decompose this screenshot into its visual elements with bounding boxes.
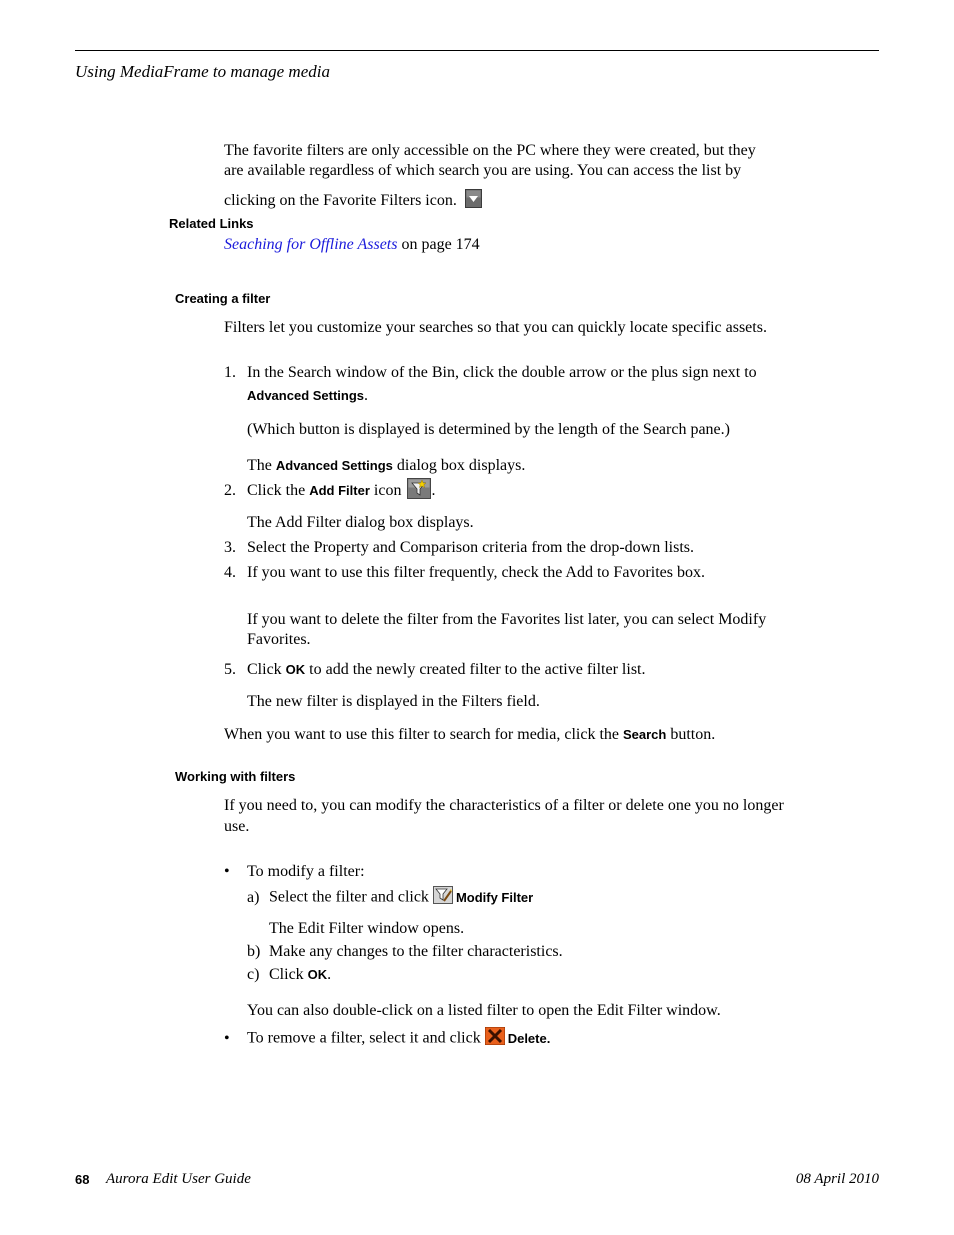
step-4-number: 4. <box>224 564 236 581</box>
running-header: Using MediaFrame to manage media <box>75 62 330 81</box>
advanced-settings-label-2: Advanced Settings <box>275 458 393 473</box>
working-filters-heading: Working with filters <box>175 769 296 784</box>
step-4-note-line-2: Favorites. <box>247 631 311 648</box>
step-1-result-post: dialog box displays. <box>392 457 526 474</box>
step-5-text <box>247 660 645 680</box>
step-2-result: The Add Filter dialog box displays. <box>247 514 474 531</box>
header-rule <box>75 50 879 51</box>
remove-pre: To remove a filter, select it and click <box>247 1029 485 1047</box>
creating-closing <box>224 725 715 745</box>
closing-pre: When you want to use this filter to search for media, click the <box>224 726 623 743</box>
step-2-number: 2. <box>224 482 236 499</box>
add-filter-icon <box>407 478 431 505</box>
step-1-period: . <box>364 387 369 404</box>
ok-label-2: OK <box>307 967 328 982</box>
modify-filter-bold: Modify Filter <box>455 889 534 905</box>
step-1-note: (Which button is displayed is determined by the length of the Search pane.) <box>247 421 730 438</box>
related-links-heading: Related Links <box>169 216 254 231</box>
working-intro-line-2: use. <box>224 818 250 835</box>
step-5-result: The new filter is displayed in the Filters field. <box>247 693 540 710</box>
substep-a-result: The Edit Filter window opens. <box>269 920 465 937</box>
modify-filter-icon <box>433 886 453 910</box>
creating-intro: Filters let you customize your searches so that you can quickly locate specific assets. <box>224 319 767 336</box>
offline-assets-link[interactable]: Seaching for Offline Assets <box>224 236 398 253</box>
bullet-modify: • <box>224 863 230 880</box>
step-2-post: icon <box>369 482 402 500</box>
substep-a-pre: Select the filter and click <box>269 888 433 906</box>
creating-filter-heading: Creating a filter <box>175 291 271 306</box>
delete-label: Delete. <box>507 1030 551 1046</box>
step-5-post: to add the newly created filter to the active filter list. <box>305 661 646 678</box>
search-label: Search <box>622 727 667 742</box>
step-1-result <box>247 456 525 476</box>
modify-filter-label: To modify a filter: <box>247 863 365 880</box>
step-3-number: 3. <box>224 539 236 556</box>
favorite-filters-icon <box>465 189 482 214</box>
substep-c-period: . <box>327 966 332 983</box>
intro-line-1: The favorite filters are only accessible on the PC where they were created, but they <box>224 142 756 159</box>
ok-label: OK <box>285 662 306 677</box>
substep-b-text: Make any changes to the filter characteristics. <box>269 943 563 960</box>
step-1-text: In the Search window of the Bin, click the double arrow or the plus sign next to <box>247 364 757 381</box>
intro-line-2: are available regardless of which search you are using. You can access the list by <box>224 162 742 179</box>
step-1-number: 1. <box>224 364 236 381</box>
intro-line-3-text: clicking on the Favorite Filters icon. <box>224 192 457 210</box>
advanced-settings-label: Advanced Settings <box>247 388 365 403</box>
step-1-result-pre: The <box>247 457 276 474</box>
step-4-note-line-1: If you want to delete the filter from the Favorites list later, you can select Modify <box>247 611 767 628</box>
add-filter-label: Add Filter <box>309 483 370 499</box>
related-link-suffix: on page 174 <box>397 236 480 253</box>
substep-c-text <box>269 965 331 985</box>
footer-page-number: 68 <box>75 1172 90 1187</box>
step-5-number: 5. <box>224 661 236 678</box>
delete-icon <box>485 1027 505 1051</box>
step-2-pre: Click the <box>247 482 310 500</box>
substep-a-label: a) <box>247 889 260 906</box>
working-intro-line-1: If you need to, you can modify the characteristics of a filter or delete one you no longer <box>224 797 784 814</box>
step-5-pre: Click <box>247 661 286 678</box>
double-click-note: You can also double-click on a listed filter to open the Edit Filter window. <box>247 1002 721 1019</box>
substep-b-label: b) <box>247 943 261 960</box>
step-1-line-2 <box>247 386 368 406</box>
substep-c-pre: Click <box>269 966 308 983</box>
step-2-period: . <box>431 482 436 500</box>
step-2-text <box>247 478 435 505</box>
substep-c-label: c) <box>247 966 260 983</box>
bullet-remove: • <box>224 1030 230 1047</box>
substep-a-text <box>269 886 533 910</box>
step-4-text: If you want to use this filter frequently, check the Add to Favorites box. <box>247 564 705 581</box>
footer-doc-title: Aurora Edit User Guide <box>106 1171 251 1187</box>
intro-line-3 <box>224 189 482 214</box>
step-3-text: Select the Property and Comparison criteria from the drop-down lists. <box>247 539 695 556</box>
closing-post: button. <box>666 726 716 743</box>
footer-date: 08 April 2010 <box>795 1171 879 1187</box>
remove-filter-text <box>247 1027 550 1051</box>
related-link-line <box>224 235 480 255</box>
